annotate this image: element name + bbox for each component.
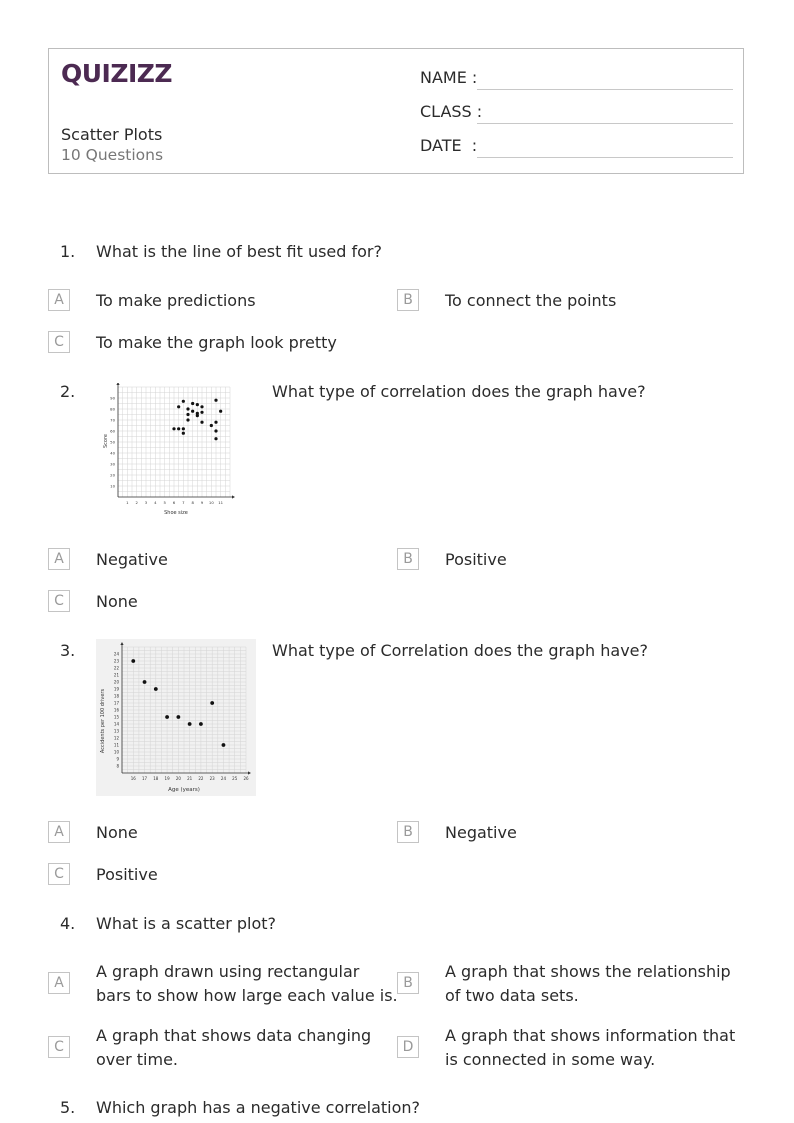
worksheet-title: Scatter Plots — [61, 125, 163, 144]
chart-1-point — [200, 405, 203, 408]
option-1c-box[interactable]: C — [48, 331, 70, 353]
chart-1-ytick-label: 80 — [110, 406, 115, 412]
chart-2-xtick-label: 16 — [130, 776, 136, 781]
chart-1-point — [219, 410, 222, 413]
option-3c-text: Positive — [96, 865, 158, 884]
chart-2-xtick-label: 18 — [153, 776, 159, 781]
chart-2-ytick-label: 13 — [113, 728, 119, 734]
question-3-number: 3. — [60, 641, 76, 660]
chart-2-ytick-label: 21 — [113, 672, 119, 678]
chart-2-ytick-label: 22 — [113, 665, 119, 671]
chart-2-xtick-label: 25 — [232, 776, 238, 781]
chart-1-xtick-label: 2 — [135, 499, 138, 505]
chart-1-point — [196, 403, 199, 406]
chart-1-xtick-label: 10 — [208, 499, 214, 505]
chart-1-xtick-label: 3 — [144, 499, 148, 505]
question-1-number: 1. — [60, 242, 76, 261]
question-1-text: What is the line of best fit used for? — [96, 242, 382, 261]
option-3b-text: Negative — [445, 823, 517, 842]
chart-1-point — [182, 432, 185, 435]
date-line[interactable] — [477, 157, 733, 158]
chart-2-xtick-label: 23 — [209, 776, 215, 781]
question-4-number: 4. — [60, 914, 76, 933]
worksheet-header — [48, 48, 744, 174]
option-1c-text: To make the graph look pretty — [96, 333, 337, 352]
option-4d-box[interactable]: D — [397, 1036, 419, 1058]
question-5-text: Which graph has a negative correlation? — [96, 1098, 421, 1117]
option-2b-text: Positive — [445, 550, 507, 569]
chart-1-point — [182, 427, 185, 430]
chart-1-x-arrow — [232, 495, 235, 498]
chart-2-ytick-label: 8 — [116, 763, 119, 769]
chart-2-ylabel: Accidents per 100 drivers — [100, 688, 106, 754]
chart-2-ytick-label: 20 — [113, 679, 119, 685]
option-4a-text: A graph drawn using rectangular bars to show how large each value is. — [96, 962, 398, 1005]
chart-1-ytick-label: 20 — [110, 472, 115, 478]
chart-2-ytick-label: 19 — [113, 686, 119, 692]
chart-1-ytick-label: 50 — [110, 439, 115, 445]
chart-2-ytick-label: 23 — [113, 658, 119, 664]
chart-1-y-arrow — [116, 383, 119, 385]
option-3b-box[interactable]: B — [397, 821, 419, 843]
chart-2-xtick-label: 20 — [175, 776, 181, 781]
chart-1-point — [214, 421, 217, 424]
chart-2-ytick-label: 12 — [113, 735, 119, 741]
option-2a-text: Negative — [96, 550, 168, 569]
chart-2-ytick-label: 24 — [113, 651, 119, 657]
chart-2-xtick-label: 21 — [187, 776, 193, 781]
option-4b-text: A graph that shows the relationship of two data sets. — [445, 962, 731, 1005]
option-4b-box[interactable]: B — [397, 972, 419, 994]
class-line[interactable] — [477, 123, 733, 124]
option-3a-box[interactable]: A — [48, 821, 70, 843]
date-label: DATE : — [420, 136, 478, 155]
chart-1-xlabel: Shoe size — [164, 510, 188, 516]
chart-1-point — [177, 405, 180, 408]
option-4c-text: A graph that shows data changing over time. — [96, 1026, 372, 1069]
chart-1-ytick-label: 70 — [110, 417, 115, 423]
question-2-number: 2. — [60, 382, 76, 401]
option-2b-box[interactable]: B — [397, 548, 419, 570]
option-2a-box[interactable]: A — [48, 548, 70, 570]
chart-1-xtick-label: 8 — [191, 499, 194, 505]
option-4d-text: A graph that shows information that is connected in some way. — [445, 1026, 736, 1069]
option-2c-box[interactable]: C — [48, 590, 70, 612]
option-3c-box[interactable]: C — [48, 863, 70, 885]
chart-1-point — [214, 399, 217, 402]
chart-1-ytick-label: 10 — [110, 483, 115, 489]
chart-1-point — [200, 411, 203, 414]
chart-1-ytick-label: 40 — [110, 450, 115, 456]
class-label: CLASS : — [420, 102, 483, 121]
chart-1-point — [186, 418, 189, 421]
chart-1-xtick-label: 5 — [163, 499, 166, 505]
option-1b-text: To connect the points — [445, 291, 617, 310]
chart-1-grid — [118, 387, 230, 497]
chart-1-xtick-label: 1 — [126, 499, 129, 505]
chart-2-ytick-label: 15 — [113, 714, 119, 720]
chart-2-point — [188, 722, 192, 726]
chart-2-xlabel: Age (years) — [168, 787, 200, 793]
question-count: 10 Questions — [61, 146, 164, 164]
chart-1-point — [214, 437, 217, 440]
chart-2-ytick-label: 18 — [113, 693, 119, 699]
chart-1-point — [172, 427, 175, 430]
chart-2-point — [131, 659, 135, 663]
option-2c-text: None — [96, 592, 138, 611]
chart-1-ytick-label: 60 — [110, 428, 115, 434]
chart-2-point — [165, 715, 169, 719]
question-5-number: 5. — [60, 1098, 76, 1117]
option-1a-text: To make predictions — [96, 291, 256, 310]
chart-2-ytick-label: 14 — [113, 721, 119, 727]
chart-2-point — [154, 687, 158, 691]
chart-2-point — [176, 715, 180, 719]
option-4c-box[interactable]: C — [48, 1036, 70, 1058]
chart-2-ytick-label: 11 — [113, 742, 119, 748]
chart-2-ytick-label: 9 — [116, 756, 119, 762]
chart-2-ytick-label: 16 — [113, 707, 119, 713]
option-1b-box[interactable]: B — [397, 289, 419, 311]
chart-1-point — [214, 429, 217, 432]
question-2-text: What type of correlation does the graph have? — [272, 382, 646, 401]
age-accidents-chart — [96, 639, 256, 796]
chart-2-point — [210, 701, 214, 705]
question-3-text: What type of Correlation does the graph have? — [272, 641, 648, 660]
chart-1-ylabel: Score — [103, 433, 109, 449]
chart-1-xtick-label: 9 — [200, 499, 204, 505]
chart-2-background — [96, 639, 256, 796]
chart-1-point — [182, 400, 185, 403]
chart-1-point — [191, 410, 194, 413]
question-4-text: What is a scatter plot? — [96, 914, 277, 933]
chart-1-xtick-label: 11 — [218, 499, 224, 505]
chart-2-ytick-label: 10 — [113, 749, 119, 755]
shoe-size-score-chart — [100, 383, 236, 519]
chart-1-point — [186, 407, 189, 410]
chart-1-ytick-label: 30 — [110, 461, 115, 467]
chart-2-xtick-label: 26 — [243, 776, 249, 781]
chart-2-xtick-label: 19 — [164, 776, 170, 781]
chart-1-ytick-label: 90 — [110, 395, 115, 401]
quizizz-logo: QUIZIZZ — [61, 59, 173, 88]
chart-2-point — [222, 743, 226, 747]
option-3a-text: None — [96, 823, 138, 842]
chart-2-xtick-label: 22 — [198, 776, 204, 781]
option-4a-box[interactable]: A — [48, 972, 70, 994]
chart-2-ytick-label: 17 — [113, 700, 119, 706]
option-1a-box[interactable]: A — [48, 289, 70, 311]
chart-1-xtick-label: 4 — [154, 499, 157, 505]
chart-1-point — [196, 414, 199, 417]
name-line[interactable] — [477, 89, 733, 90]
chart-1-xtick-label: 6 — [172, 499, 176, 505]
chart-1-point — [177, 427, 180, 430]
chart-1-point — [200, 421, 203, 424]
chart-1-point — [186, 413, 189, 416]
chart-2-point — [143, 680, 147, 684]
chart-2-point — [199, 722, 203, 726]
chart-1-point — [210, 424, 213, 427]
chart-2-xtick-label: 24 — [220, 776, 227, 781]
chart-1-point — [191, 402, 194, 405]
chart-1-xtick-label: 7 — [182, 499, 185, 505]
chart-2-xtick-label: 17 — [141, 776, 148, 781]
name-label: NAME : — [420, 68, 478, 87]
